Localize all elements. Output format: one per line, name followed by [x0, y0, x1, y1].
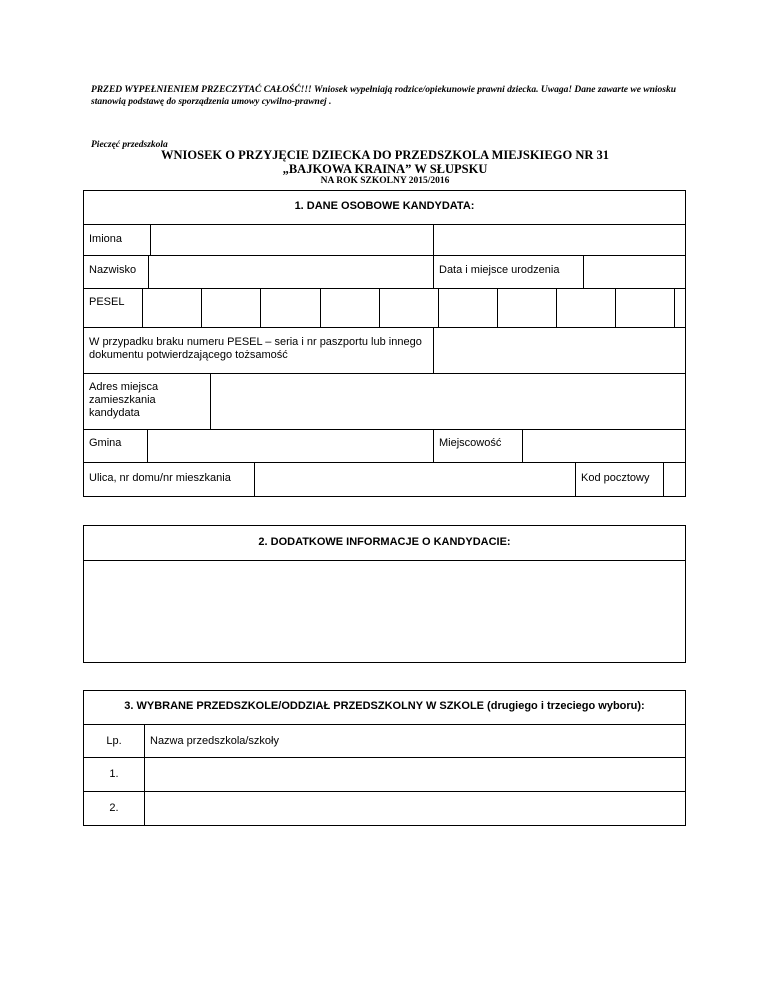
input-preschool-2[interactable] — [144, 791, 686, 826]
title-line-2: „BAJKOWA KRAINA” W SŁUPSKU — [282, 162, 488, 176]
input-passport[interactable] — [433, 327, 686, 374]
pesel-digit-6[interactable] — [438, 288, 498, 328]
label-imiona: Imiona — [83, 224, 151, 256]
input-ulica[interactable] — [254, 462, 576, 497]
label-pesel: PESEL — [83, 288, 143, 328]
pesel-digit-3[interactable] — [260, 288, 321, 328]
pesel-digit-2[interactable] — [201, 288, 261, 328]
pesel-digit-9[interactable] — [615, 288, 675, 328]
label-nazwisko: Nazwisko — [83, 255, 149, 289]
pesel-digit-1[interactable] — [142, 288, 202, 328]
stamp-label: Pieczęć przedszkola — [91, 140, 168, 150]
col-header-lp: Lp. — [83, 724, 145, 758]
section1-header: 1. DANE OSOBOWE KANDYDATA: — [294, 200, 475, 212]
label-miejscowosc: Miejscowość — [433, 429, 523, 463]
pesel-digit-5[interactable] — [379, 288, 439, 328]
input-imiona-1[interactable] — [150, 224, 434, 256]
input-imiona-2[interactable] — [433, 224, 686, 256]
label-kod: Kod pocztowy — [575, 462, 664, 497]
row-number-2: 2. — [83, 791, 145, 826]
input-data-miejsce[interactable] — [583, 255, 686, 289]
label-gmina: Gmina — [83, 429, 148, 463]
input-gmina[interactable] — [147, 429, 434, 463]
col-header-name: Nazwa przedszkola/szkoły — [144, 724, 686, 758]
intro-notice: PRZED WYPEŁNIENIEM PRZECZYTAĆ CAŁOŚĆ!!! Wniosek wypełniają rodzice/opiekunowie prawni dziecka. Uwaga! Dane zawarte we wniosku stanowią podstawę do sporządzenia umowy cywilno-prawnej . — [91, 85, 677, 107]
form-title — [90, 148, 680, 176]
section2-header: 2. DODATKOWE INFORMACJE O KANDYDACIE: — [258, 536, 511, 548]
school-year: NA ROK SZKOLNY 2015/2016 — [320, 176, 450, 186]
section3-header: 3. WYBRANE PRZEDSZKOLE/ODDZIAŁ PRZEDSZKOLNY W SZKOLE (drugiego i trzeciego wyboru): — [124, 700, 645, 712]
label-ulica: Ulica, nr domu/nr mieszkania — [83, 462, 255, 497]
input-adres[interactable] — [210, 373, 686, 430]
title-line-1: WNIOSEK O PRZYJĘCIE DZIECKA DO PRZEDSZKOLA MIEJSKIEGO NR 31 — [161, 148, 609, 162]
section1-header-box — [83, 190, 686, 225]
input-miejscowosc[interactable] — [522, 429, 686, 463]
row-number-1: 1. — [83, 757, 145, 792]
section3-header-box — [83, 690, 686, 725]
label-adres: Adres miejsca zamieszkania kandydata — [83, 373, 211, 430]
label-passport: W przypadku braku numeru PESEL – seria i nr paszportu lub innego dokumentu potwierdzającego tożsamość — [83, 327, 434, 374]
input-nazwisko[interactable] — [148, 255, 434, 289]
input-additional-info[interactable] — [83, 560, 686, 663]
label-data-miejsce: Data i miejsce urodzenia — [433, 255, 584, 289]
input-preschool-1[interactable] — [144, 757, 686, 792]
input-kod[interactable] — [663, 462, 686, 497]
pesel-digit-7[interactable] — [497, 288, 557, 328]
pesel-digit-10[interactable] — [674, 288, 686, 328]
pesel-digit-4[interactable] — [320, 288, 380, 328]
section2-header-box — [83, 525, 686, 561]
pesel-digit-8[interactable] — [556, 288, 616, 328]
